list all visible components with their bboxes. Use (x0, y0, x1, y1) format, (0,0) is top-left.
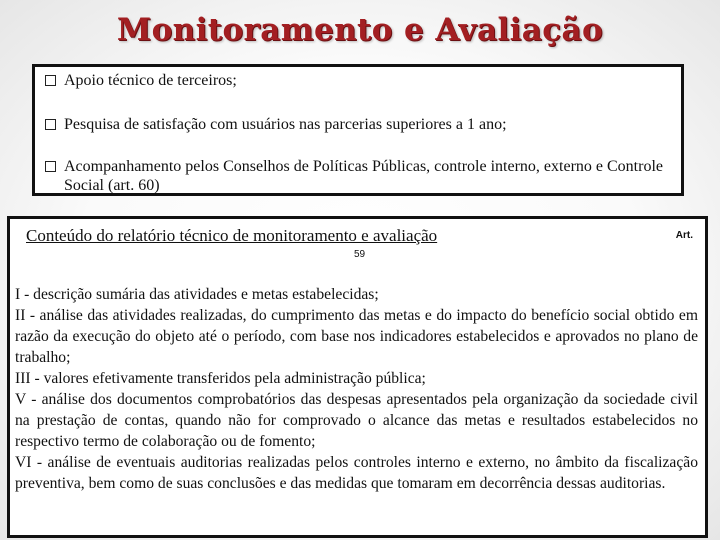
bullet-item (45, 115, 507, 134)
checkbox-bullet-icon (45, 119, 56, 130)
report-item: II - análise das atividades realizadas, do cumprimento das metas e do impacto do benefício social obtido em razão da execução do objeto até o período, com base nos indicadores estabelecidos e aprovados no plano de trabalho; (15, 307, 698, 366)
report-item: VI - análise de eventuais auditorias realizadas pelos controles interno e externo, no âmbito da fiscalização preventiva, bem como de suas conclusões e das medidas que tomaram em decorrência dessas auditorias. (15, 454, 698, 492)
report-content-box (7, 216, 708, 538)
checkbox-bullet-icon (45, 161, 56, 172)
report-items (15, 284, 698, 494)
bullet-text: Apoio técnico de terceiros; (64, 72, 237, 89)
report-item: I - descrição sumária das atividades e metas estabelecidas; (15, 286, 379, 303)
checkbox-bullet-icon (45, 75, 56, 86)
article-number: 59 (354, 249, 366, 260)
bullet-text: Pesquisa de satisfação com usuários nas parcerias superiores a 1 ano; (64, 116, 507, 133)
bullet-item (45, 157, 665, 195)
report-item: V - análise dos documentos comprobatórios das despesas apresentados pela organização da sociedade civil na prestação de contas, quando não for comprovado o alcance das metas e resultados estabelecidos no respectivo termo de colaboração ou de fomento; (15, 391, 698, 450)
bullet-text: Acompanhamento pelos Conselhos de Políticas Públicas, controle interno, externo e Controle Social (art. 60) (64, 158, 663, 194)
report-item: III - valores efetivamente transferidos pela administração pública; (15, 370, 426, 387)
slide-title: Monitoramento e Avaliação (116, 12, 604, 48)
report-heading: Conteúdo do relatório técnico de monitoramento e avaliação (26, 226, 438, 245)
bullet-box (32, 64, 684, 196)
article-label: Art. (675, 230, 693, 241)
bullet-item (45, 71, 237, 90)
